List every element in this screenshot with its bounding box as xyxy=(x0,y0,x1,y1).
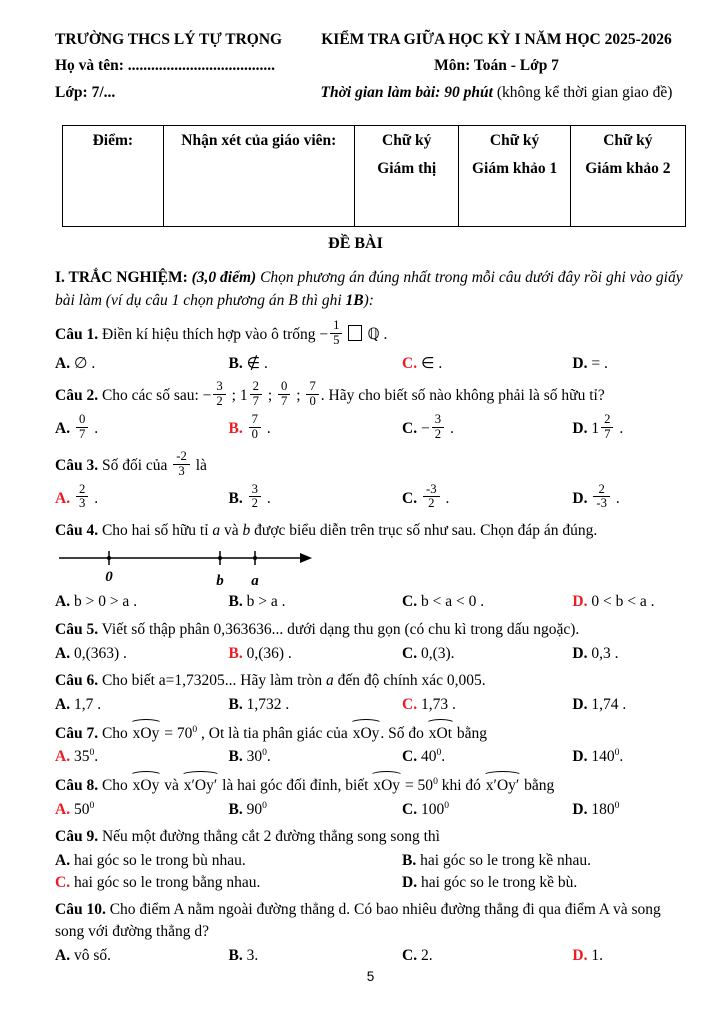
number-line-figure xyxy=(57,544,686,590)
question-3-stem xyxy=(55,448,686,482)
text-run: 1. xyxy=(587,946,603,964)
answer-letter: B. xyxy=(228,800,243,818)
text-run xyxy=(587,490,591,507)
answer-letter: D. xyxy=(572,644,588,662)
fraction-numerator: 2 xyxy=(76,483,88,498)
angle-notation: xOy xyxy=(132,774,161,797)
text-run: hai góc so le trong kề nhau. xyxy=(416,852,592,869)
fraction-denominator: 7 xyxy=(252,393,259,408)
text-run: hai góc so le trong bù nhau. xyxy=(70,852,246,869)
question-7-stem xyxy=(55,722,686,745)
italic-run: b xyxy=(242,522,251,540)
answer-option xyxy=(402,481,572,515)
answer-option xyxy=(55,799,229,821)
answer-option xyxy=(229,945,403,967)
text-run: là xyxy=(191,456,207,474)
question-6-options xyxy=(55,694,686,716)
answer-letter-correct: C. xyxy=(402,695,418,713)
part1-heading-instructions: Chọn phương án đúng nhất trong mỗi câu dưới đây rồi ghi vào giấy bài làm (ví dụ câu 1 chọn phương án B thì ghi xyxy=(55,269,683,309)
grade-cell-examiner2-signature: Chữ ký Giám khảo 2 xyxy=(570,126,685,227)
question-3 xyxy=(55,448,686,515)
fraction-numerator: 0 xyxy=(76,413,88,428)
text-run: ; xyxy=(292,386,305,404)
text-run: ℚ . xyxy=(367,326,388,344)
answer-letter: B. xyxy=(402,852,417,869)
class-line: Lớp: 7/... xyxy=(55,83,116,101)
exam-title: KIỂM TRA GIỮA HỌC KỲ I NĂM HỌC 2025-2026 xyxy=(321,31,672,48)
text-run: 0,(3). xyxy=(417,644,455,662)
text-run xyxy=(70,420,74,437)
answer-letter: C. xyxy=(402,748,418,766)
text-run: . xyxy=(611,489,620,507)
answer-letter: D. xyxy=(572,695,588,713)
text-run: Cho xyxy=(98,776,132,794)
answer-option xyxy=(55,353,229,375)
fraction xyxy=(423,483,440,512)
fraction-numerator: 2 xyxy=(601,413,613,428)
section-title: ĐỀ BÀI xyxy=(328,235,383,253)
fraction-denominator: 2 xyxy=(216,393,223,408)
answer-letter-correct: D. xyxy=(572,593,588,611)
answer-letter: B. xyxy=(228,946,243,964)
text-run: và xyxy=(160,776,183,794)
question-label: Câu 5. xyxy=(55,620,99,638)
answer-option xyxy=(55,746,229,768)
text-run: 180 xyxy=(587,800,615,818)
answer-letter: D. xyxy=(402,873,418,891)
answer-letter: B. xyxy=(228,355,243,372)
fraction-numerator: 3 xyxy=(213,380,225,395)
question-4-stem xyxy=(55,520,686,542)
question-10-options xyxy=(55,945,686,967)
fraction-denominator: -3 xyxy=(596,496,607,511)
question-8 xyxy=(55,774,686,820)
fraction xyxy=(249,483,261,512)
text-run: . xyxy=(94,748,99,766)
question-9 xyxy=(55,826,686,893)
text-run: được biểu diễn trên trục số như sau. Chọn đáp án đúng. xyxy=(250,522,598,540)
question-6 xyxy=(55,670,686,715)
superscript: 0 xyxy=(262,799,267,811)
question-7 xyxy=(55,722,686,768)
answer-letter: D. xyxy=(572,489,588,507)
part1-heading-number: I. TRẮC NGHIỆM: xyxy=(55,269,192,287)
fraction-numerator: 0 xyxy=(278,380,290,395)
superscript: 0 xyxy=(444,799,450,811)
text-run: Cho điểm A nằm ngoài đường thẳng d. Có bao nhiêu đường thẳng đi qua điểm A và song song với đường thẳng d? xyxy=(55,901,661,941)
grade-cell-teacher-comment xyxy=(163,126,354,227)
fraction-denominator: 0 xyxy=(309,393,316,408)
answer-option xyxy=(572,353,686,375)
answer-option xyxy=(402,643,572,665)
fraction-denominator: 0 xyxy=(251,426,258,441)
question-label: Câu 7. xyxy=(55,724,99,742)
answer-letter-correct: C. xyxy=(55,873,71,891)
question-10-stem xyxy=(55,899,686,942)
exam-header xyxy=(55,30,686,109)
answer-letter: A. xyxy=(55,419,71,437)
fraction xyxy=(601,413,613,442)
question-label: Câu 10. xyxy=(55,901,106,919)
text-run: Cho xyxy=(98,724,132,742)
answer-option xyxy=(402,872,686,894)
question-label: Câu 1. xyxy=(55,326,99,344)
answer-option xyxy=(55,850,402,872)
text-run: bằng xyxy=(453,724,488,742)
text-run: . xyxy=(441,489,450,507)
text-run: là hai góc đối đỉnh, biết xyxy=(218,776,373,794)
answer-letter-correct: B. xyxy=(228,644,243,662)
answer-letter: C. xyxy=(402,489,418,507)
answer-option xyxy=(229,591,403,613)
question-2 xyxy=(55,378,686,445)
fraction xyxy=(278,380,290,409)
answer-option xyxy=(402,411,572,445)
text-run: 1,73 . xyxy=(417,695,456,713)
answer-letter: B. xyxy=(228,695,243,713)
italic-run: a xyxy=(212,522,221,540)
grade-cell-teacher-comment-label: Nhận xét của giáo viên: xyxy=(181,132,337,150)
text-run: 1 xyxy=(587,419,600,437)
fraction xyxy=(76,413,88,442)
answer-option xyxy=(572,643,686,665)
fraction-denominator: 2 xyxy=(251,496,258,511)
fraction-numerator: 1 xyxy=(330,319,342,334)
angle-notation: xOt xyxy=(428,722,453,745)
question-6-stem xyxy=(55,670,686,692)
text-run: bằng xyxy=(520,776,555,794)
question-9-options xyxy=(55,850,686,893)
answer-option xyxy=(55,694,229,716)
text-run: . xyxy=(266,748,271,766)
answer-letter-correct: A. xyxy=(55,748,71,766)
answer-letter: C. xyxy=(402,593,418,611)
svg-text:a: a xyxy=(251,573,259,590)
question-4-options xyxy=(55,591,686,613)
text-run: ; 1 xyxy=(227,386,248,404)
answer-option xyxy=(572,481,686,515)
text-run: . xyxy=(619,748,624,766)
question-10 xyxy=(55,899,686,966)
text-run: 0 < b < a . xyxy=(587,593,655,611)
superscript: 0 xyxy=(433,775,438,787)
answer-letter: D. xyxy=(572,800,588,818)
answer-letter: D. xyxy=(572,419,588,437)
question-4 xyxy=(55,520,686,612)
text-run: ∅ . xyxy=(70,355,96,372)
answer-option xyxy=(402,799,572,821)
answer-letter: A. xyxy=(55,355,71,372)
duration-line xyxy=(307,83,686,102)
answer-option xyxy=(572,945,686,967)
fraction xyxy=(250,380,262,409)
fraction xyxy=(306,380,318,409)
question-7-options xyxy=(55,746,686,768)
answer-letter: C. xyxy=(402,946,418,964)
text-run: b > 0 > a . xyxy=(70,593,138,611)
superscript: 0 xyxy=(262,747,267,759)
answer-letter: B. xyxy=(228,489,243,507)
text-run: b > a . xyxy=(242,593,286,611)
question-label: Câu 2. xyxy=(55,386,99,404)
text-run: Nếu một đường thẳng cắt 2 đường thẳng song song thì xyxy=(98,828,440,846)
fraction-denominator: 2 xyxy=(428,496,435,511)
text-run: 2. xyxy=(417,946,433,964)
text-run: ∈ . xyxy=(417,355,443,372)
text-run: = 70 xyxy=(160,724,193,742)
text-run: 40 xyxy=(417,748,437,766)
answer-option xyxy=(228,411,403,445)
fraction-denominator: 7 xyxy=(78,426,86,441)
subject-line: Môn: Toán - Lớp 7 xyxy=(434,57,559,75)
text-run: ∉ . xyxy=(242,355,268,372)
text-run: 0,3 . xyxy=(587,644,619,662)
text-run xyxy=(70,490,74,507)
text-run: . Hãy cho biết số nào không phải là số hữu tỉ? xyxy=(320,386,605,404)
answer-letter: A. xyxy=(55,644,71,662)
text-run: . xyxy=(262,489,271,507)
fraction-denominator: 5 xyxy=(333,333,340,348)
answer-letter-correct: C. xyxy=(402,355,418,372)
fraction-denominator: 2 xyxy=(434,426,442,441)
answer-option xyxy=(402,945,572,967)
question-label: Câu 6. xyxy=(55,672,99,690)
answer-option xyxy=(55,481,229,515)
italic-run: a xyxy=(325,672,334,690)
answer-letter: D. xyxy=(572,748,588,766)
answer-option xyxy=(572,799,686,821)
answer-option xyxy=(228,481,403,515)
text-run xyxy=(243,420,247,437)
superscript: 0 xyxy=(89,747,95,759)
text-run: 35 xyxy=(70,748,90,766)
answer-option xyxy=(402,591,572,613)
fraction-numerator: 2 xyxy=(593,483,610,498)
answer-option xyxy=(229,694,403,716)
question-2-options xyxy=(55,411,686,445)
answer-option xyxy=(55,643,229,665)
text-run: . Số đo xyxy=(380,724,428,742)
question-2-stem xyxy=(55,378,686,412)
question-label: Câu 8. xyxy=(55,776,99,794)
text-run: 1,74 . xyxy=(587,695,627,713)
duration-bold: Thời gian làm bài: 90 phút xyxy=(320,83,497,101)
fraction-denominator: 3 xyxy=(78,496,86,511)
fraction-numerator: -2 xyxy=(173,450,190,465)
answer-letter: A. xyxy=(55,593,71,611)
question-8-options xyxy=(55,799,686,821)
school-name: TRƯỜNG THCS LÝ TỰ TRỌNG xyxy=(55,31,283,48)
duration-rest: (không kể thời gian giao đề) xyxy=(496,83,673,101)
question-5-stem xyxy=(55,619,686,641)
superscript: 0 xyxy=(192,723,198,735)
part1-heading-points: (3,0 điểm) xyxy=(191,269,257,287)
text-run: Số đối của xyxy=(98,456,172,474)
answer-letter: D. xyxy=(572,355,588,372)
answer-option xyxy=(55,872,402,894)
text-run: Điền kí hiệu thích hợp vào ô trống − xyxy=(98,326,329,344)
fraction-denominator: 7 xyxy=(281,393,288,408)
svg-text:b: b xyxy=(216,573,224,590)
text-run: . xyxy=(441,748,446,766)
superscript: 0 xyxy=(614,799,620,811)
fraction-numerator: 2 xyxy=(250,380,262,395)
superscript: 0 xyxy=(89,799,95,811)
text-run: . xyxy=(446,419,454,437)
page-number: 5 xyxy=(366,969,375,985)
questions-container xyxy=(55,314,686,969)
part1-heading-example: 1B xyxy=(345,291,364,309)
question-label: Câu 9. xyxy=(55,828,99,846)
answer-option xyxy=(229,746,403,768)
svg-text:0: 0 xyxy=(105,569,113,586)
text-run: 1,7 . xyxy=(70,695,102,713)
angle-notation: x′Oy′ xyxy=(485,774,520,797)
text-run: . xyxy=(262,419,271,437)
answer-option xyxy=(402,850,686,872)
question-1-options xyxy=(55,353,686,375)
part1-heading-close: ): xyxy=(363,291,374,309)
text-run: − xyxy=(417,419,430,437)
answer-letter: A. xyxy=(55,695,71,713)
answer-letter: A. xyxy=(55,852,71,869)
text-run: và xyxy=(220,522,243,540)
text-run: . xyxy=(90,489,99,507)
text-run: b < a < 0 . xyxy=(417,593,485,611)
question-8-stem xyxy=(55,774,686,797)
grade-cell-proctor-signature: Chữ ký Giám thị xyxy=(354,126,458,227)
fraction xyxy=(173,450,190,479)
answer-letter: A. xyxy=(55,946,71,964)
grade-cell-examiner1-signature: Chữ ký Giám khảo 1 xyxy=(459,126,570,227)
student-name-line: Họ và tên: ...................................... xyxy=(55,57,276,75)
text-run: Cho hai số hữu tỉ xyxy=(98,522,213,540)
answer-letter-correct: B. xyxy=(228,419,243,437)
fraction-numerator: 7 xyxy=(306,380,318,395)
text-run: ; xyxy=(263,386,277,404)
fraction-numerator: 3 xyxy=(249,483,261,498)
angle-notation: xOy xyxy=(352,722,381,745)
text-run xyxy=(417,490,421,507)
answer-letter: C. xyxy=(402,419,418,437)
answer-letter-correct: A. xyxy=(55,800,71,818)
text-run: 3. xyxy=(242,946,259,964)
superscript: 0 xyxy=(614,747,620,759)
angle-notation: xOy xyxy=(132,722,161,745)
text-run: Viết số thập phân 0,363636... dưới dạng thu gọn (có chu kì trong dấu ngoặc). xyxy=(98,620,580,638)
question-label: Câu 3. xyxy=(55,456,99,474)
answer-option xyxy=(402,353,572,375)
question-5 xyxy=(55,619,686,664)
answer-option xyxy=(229,799,403,821)
text-run: 100 xyxy=(417,800,445,818)
answer-option xyxy=(229,643,403,665)
text-run: hai góc so le trong bằng nhau. xyxy=(70,873,261,891)
angle-notation: xOy xyxy=(372,774,401,797)
question-1 xyxy=(55,320,686,375)
text-run: 30 xyxy=(242,748,263,766)
text-run: Cho các số sau: − xyxy=(98,386,212,404)
answer-letter: B. xyxy=(228,593,243,611)
answer-letter: B. xyxy=(228,748,243,766)
fraction-numerator: -3 xyxy=(423,483,440,498)
text-run: Cho biết a=1,73205... Hãy làm tròn xyxy=(98,672,326,690)
text-run: 50 xyxy=(70,800,90,818)
question-5-options xyxy=(55,643,686,665)
superscript: 0 xyxy=(436,747,442,759)
text-run: khi đó xyxy=(437,776,485,794)
grade-cell-score xyxy=(63,126,164,227)
answer-option xyxy=(55,591,229,613)
text-run: vô số. xyxy=(70,946,111,964)
answer-option xyxy=(572,411,686,445)
text-run xyxy=(243,490,247,507)
text-run: , Ot là tia phân giác của xyxy=(197,724,352,742)
answer-letter-correct: A. xyxy=(55,489,71,507)
angle-notation: x′Oy′ xyxy=(183,774,218,797)
blank-box xyxy=(348,325,362,341)
fraction xyxy=(593,483,610,512)
text-run: . xyxy=(615,419,624,437)
text-run: 90 xyxy=(242,800,263,818)
text-run: = 50 xyxy=(401,776,434,794)
fraction-numerator: 3 xyxy=(432,413,444,428)
fraction xyxy=(432,413,444,442)
answer-option xyxy=(55,945,229,967)
text-run: 0,(36) . xyxy=(242,644,292,662)
fraction xyxy=(213,380,225,409)
text-run: . xyxy=(90,419,99,437)
answer-letter-correct: D. xyxy=(572,946,588,964)
text-run: 140 xyxy=(587,748,615,766)
answer-option xyxy=(572,591,686,613)
question-9-stem xyxy=(55,826,686,848)
part1-heading xyxy=(55,267,686,312)
fraction-denominator: 7 xyxy=(604,426,611,441)
answer-letter: C. xyxy=(402,644,418,662)
question-label: Câu 4. xyxy=(55,522,99,540)
answer-option xyxy=(572,746,686,768)
text-run: 0,(363) . xyxy=(70,644,127,662)
fraction xyxy=(249,413,261,442)
text-run: hai góc so le trong kề bù. xyxy=(417,873,578,891)
answer-option xyxy=(229,353,403,375)
question-3-options xyxy=(55,481,686,515)
fraction xyxy=(330,319,342,348)
text-run: đến độ chính xác 0,005. xyxy=(333,672,486,690)
fraction-denominator: 3 xyxy=(178,463,185,478)
answer-letter: C. xyxy=(402,800,418,818)
answer-option xyxy=(402,746,572,768)
grade-cell-score-label: Điểm: xyxy=(92,132,134,150)
fraction-numerator: 7 xyxy=(249,413,261,428)
fraction xyxy=(76,483,88,512)
question-1-stem xyxy=(55,320,686,351)
answer-option xyxy=(55,411,229,445)
answer-option xyxy=(402,694,572,716)
grade-table xyxy=(62,125,686,227)
text-run: = . xyxy=(587,355,608,372)
answer-option xyxy=(572,694,686,716)
text-run: 1,732 . xyxy=(242,695,290,713)
